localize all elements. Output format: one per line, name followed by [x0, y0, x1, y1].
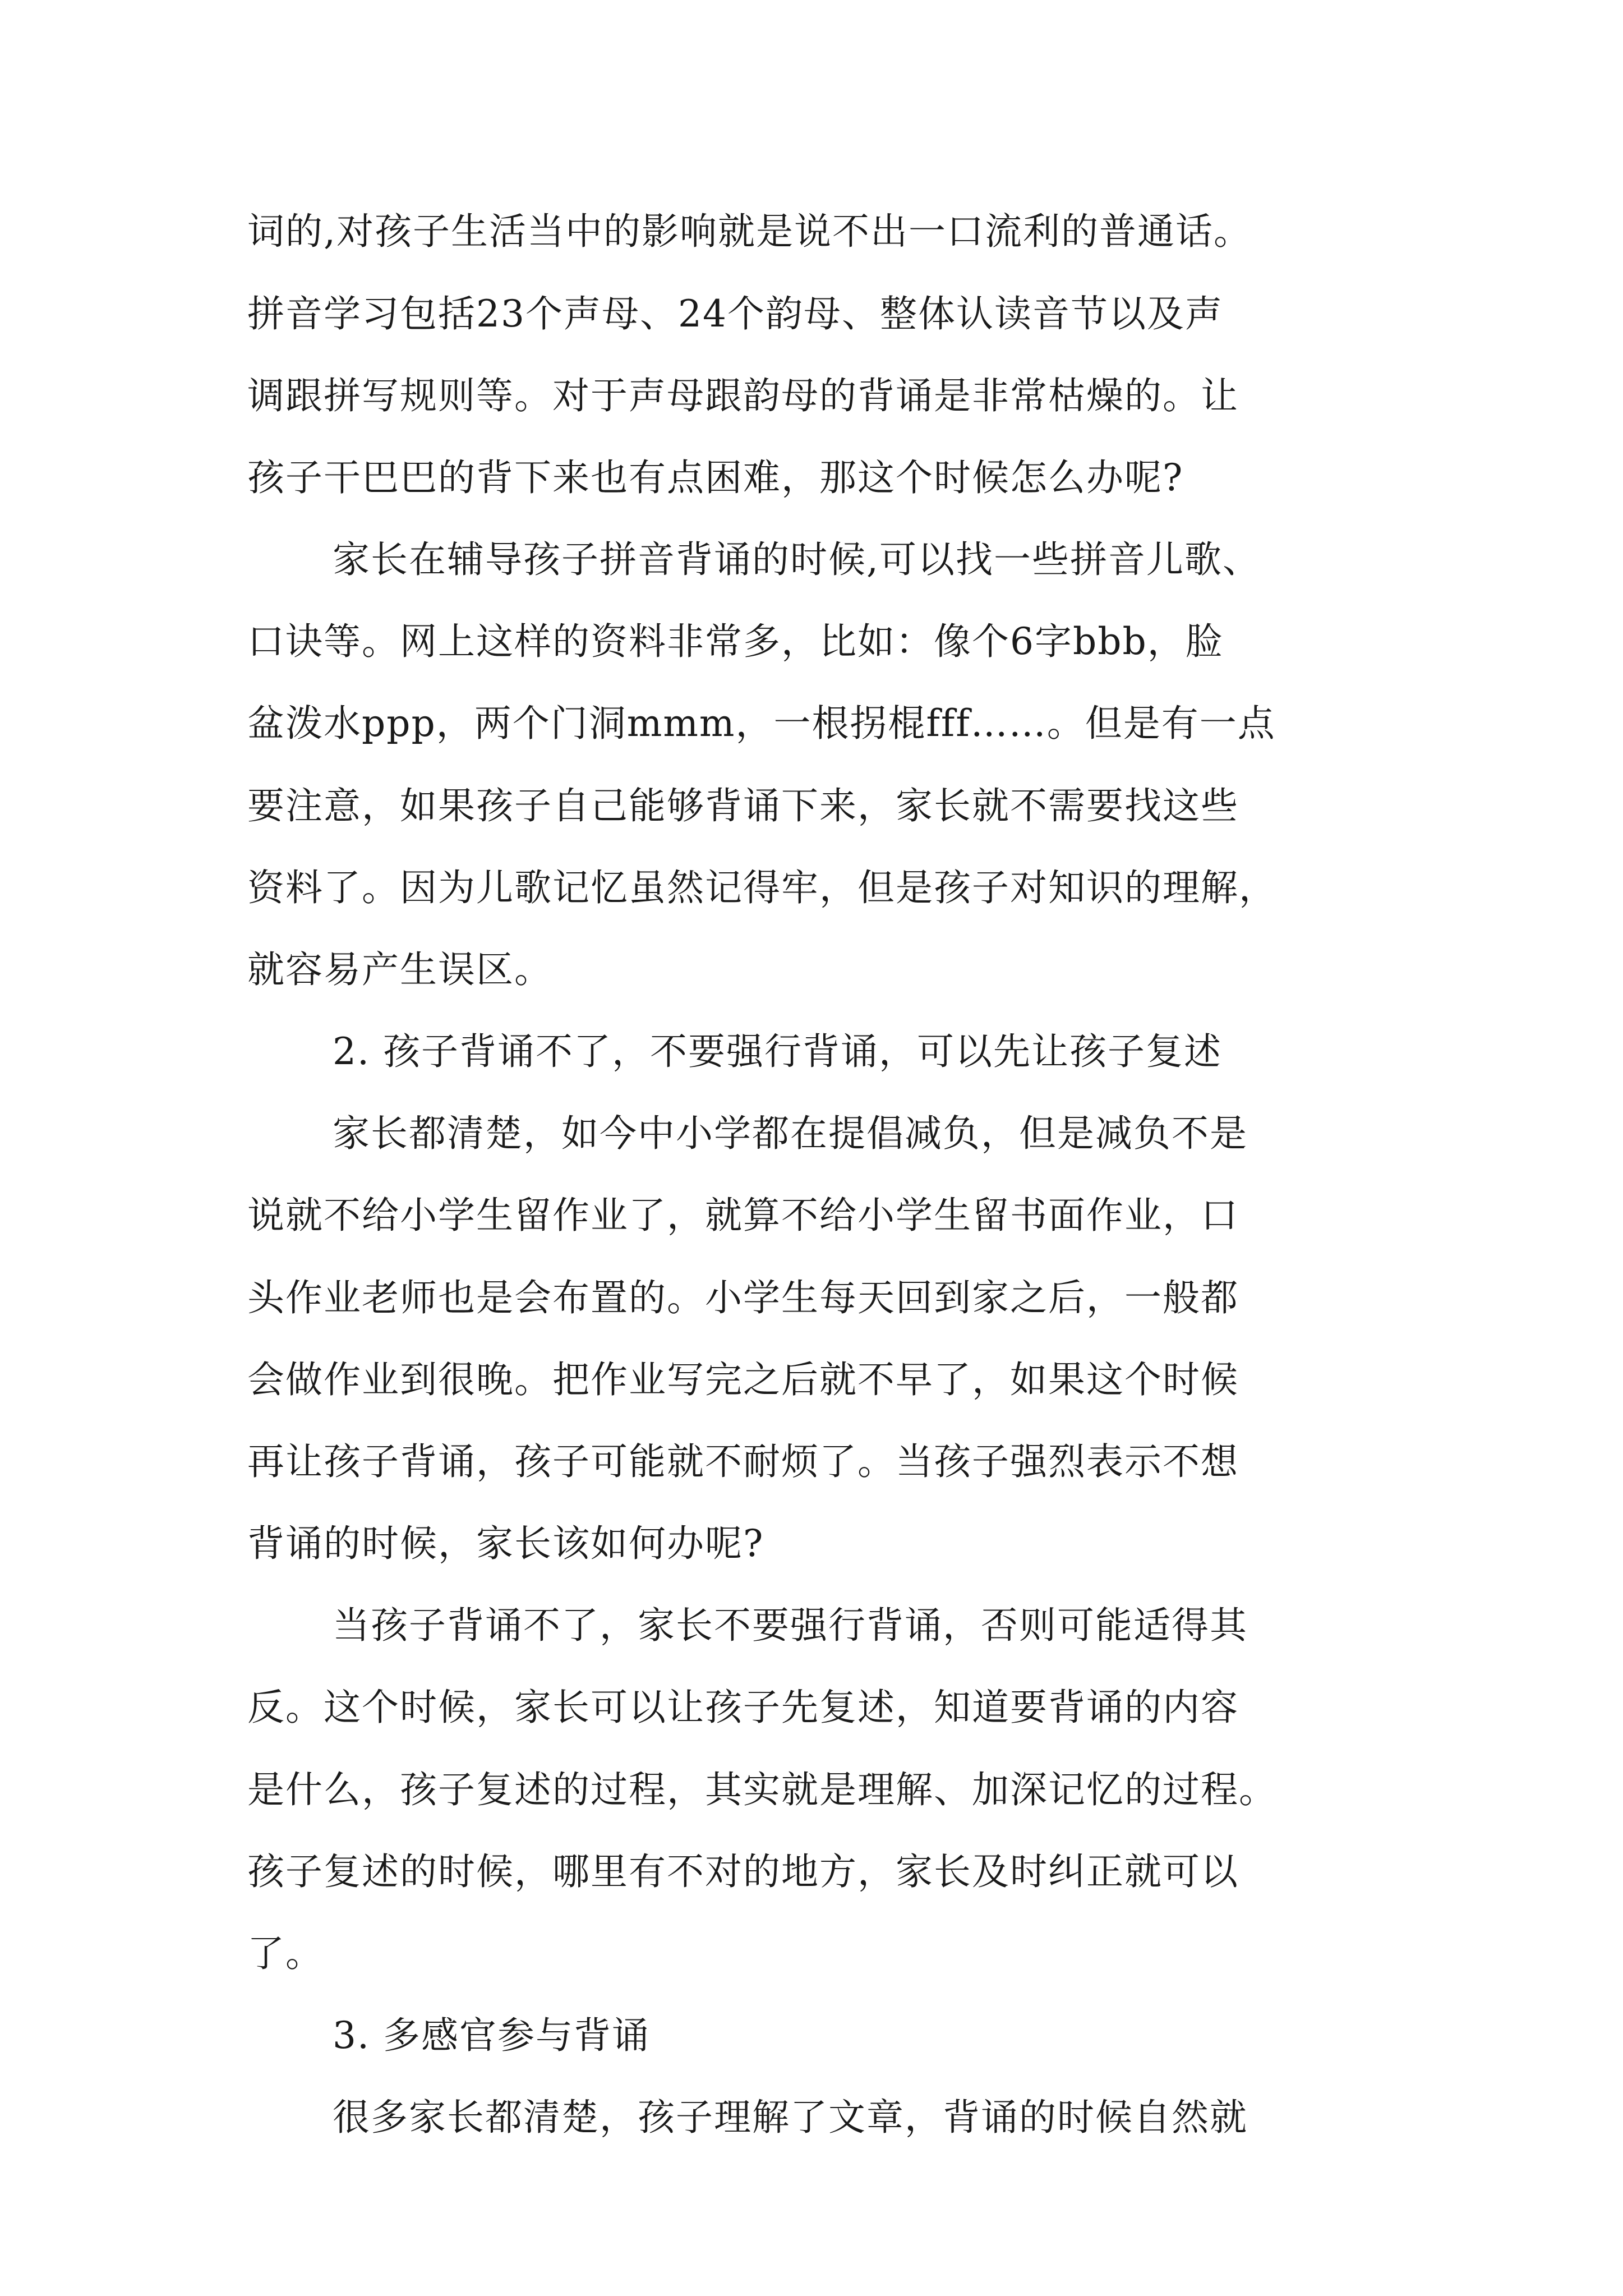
- text-line: 家长在辅导孩子拼音背诵的时候,可以找一些拼音儿歌、: [333, 538, 1261, 581]
- text-line: 调跟拼写规则等。对于声母跟韵母的背诵是非常枯燥的。让: [247, 374, 1239, 417]
- text-line: 很多家长都清楚，孩子理解了文章，背诵的时候自然就: [333, 2096, 1248, 2139]
- section-heading: 3. 多感官参与背诵: [333, 2014, 650, 2057]
- text-line: 会做作业到很晚。把作业写完之后就不早了，如果这个时候: [247, 1358, 1239, 1401]
- text-line: 头作业老师也是会布置的。小学生每天回到家之后，一般都: [247, 1276, 1239, 1319]
- text-line: 拼音学习包括23个声母、24个韵母、整体认读音节以及声: [247, 292, 1223, 335]
- text-line: 词的,对孩子生活当中的影响就是说不出一口流利的普通话。: [247, 210, 1252, 253]
- text-line: 口诀等。网上这样的资料非常多，比如：像个6字bbb，脸: [247, 620, 1224, 663]
- text-line: 再让孩子背诵，孩子可能就不耐烦了。当孩子强烈表示不想: [247, 1440, 1239, 1483]
- text-line: 孩子复述的时候，哪里有不对的地方，家长及时纠正就可以: [247, 1850, 1239, 1893]
- text-line: 家长都清楚，如今中小学都在提倡减负，但是减负不是: [333, 1112, 1248, 1155]
- text-line: 资料了。因为儿歌记忆虽然记得牢，但是孩子对知识的理解，: [247, 866, 1277, 909]
- section-heading: 2. 孩子背诵不了，不要强行背诵，可以先让孩子复述: [333, 1030, 1222, 1073]
- text-line: 要注意，如果孩子自己能够背诵下来，家长就不需要找这些: [247, 784, 1239, 827]
- text-line: 就容易产生误区。: [247, 948, 552, 991]
- text-line: 当孩子背诵不了，家长不要强行背诵，否则可能适得其: [333, 1604, 1248, 1647]
- text-line: 说就不给小学生留作业了，就算不给小学生留书面作业，口: [247, 1194, 1239, 1237]
- text-line: 孩子干巴巴的背下来也有点困难，那这个时候怎么办呢?: [247, 456, 1184, 499]
- text-line: 是什么，孩子复述的过程，其实就是理解、加深记忆的过程。: [247, 1768, 1277, 1811]
- text-line: 盆泼水ppp，两个门洞mmm，一根拐棍fff……。但是有一点: [247, 702, 1276, 745]
- text-line: 反。这个时候，家长可以让孩子先复述，知道要背诵的内容: [247, 1686, 1239, 1729]
- text-line: 了。: [247, 1932, 324, 1975]
- text-line: 背诵的时候，家长该如何办呢?: [247, 1522, 764, 1565]
